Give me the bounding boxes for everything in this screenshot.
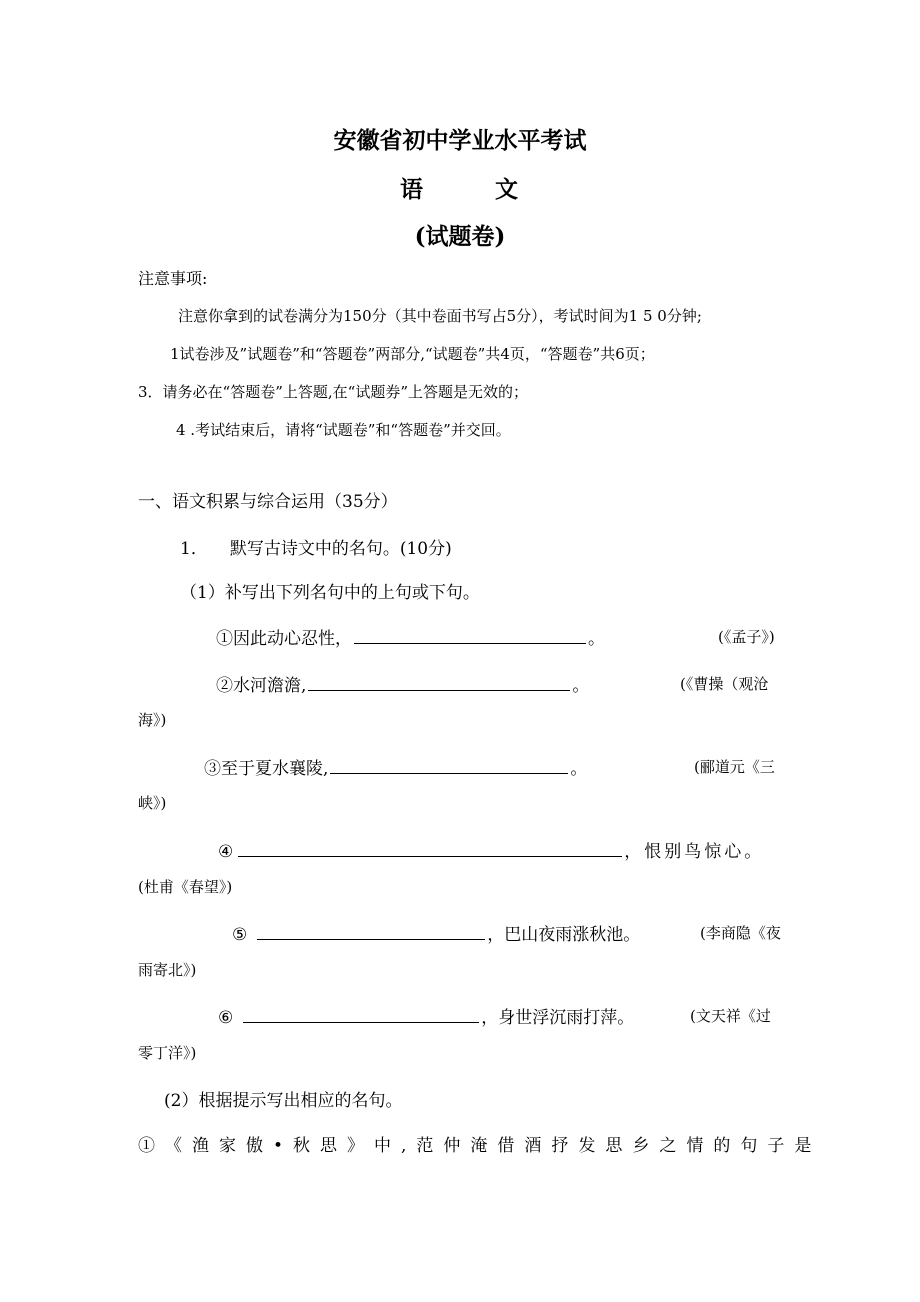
- line-source-6-wrap: 零丁洋》): [138, 1044, 197, 1062]
- line-source-6: (文天祥《过: [690, 1007, 771, 1025]
- line-prefix: ⑥: [218, 1008, 234, 1028]
- fill-line-2: [216, 671, 589, 696]
- fill-line-6: [218, 1003, 634, 1028]
- line-source-4-wrap: (杜甫《春望》): [138, 878, 233, 896]
- line-suffix: 。: [570, 759, 588, 779]
- question-text: 默写古诗文中的名句。(10分): [229, 539, 452, 559]
- line-source-2: (《曹操（观沧: [680, 675, 769, 693]
- line-suffix: 。: [588, 629, 605, 649]
- answer-blank-5[interactable]: [257, 922, 485, 940]
- part-2-instruction: (2）根据提示写出相应的名句。: [164, 1091, 403, 1111]
- part-1-instruction: （1）补写出下列名句中的上句或下句。: [180, 583, 480, 603]
- line-source-3-wrap: 峡》): [138, 794, 167, 812]
- line-source-5: (李商隐《夜: [700, 924, 781, 942]
- line-prefix: ④: [218, 842, 237, 862]
- line-prefix: ②水河澹澹,: [216, 676, 307, 696]
- line-source-3: (郦道元《三: [694, 758, 775, 776]
- line-source-2-wrap: 海》): [138, 711, 167, 729]
- notice-item-3: 3．请务必在“答题卷”上答题,在“试题券”上答题是无效的；: [138, 383, 528, 401]
- fill-line-3: [204, 754, 587, 779]
- notice-item-2: 1试卷涉及”试题卷”和“答题卷”两部分,“试题卷”共4页，“答题卷”共6页；: [170, 345, 655, 363]
- notice-item-4: 4 .考试结束后，请将“试题卷”和“答题卷”并交回。: [176, 421, 511, 439]
- question-number: 1．: [180, 539, 208, 559]
- part-2-item-1: ①《渔家傲•秋思》中,范仲淹借酒抒发思乡之情的句子是: [138, 1136, 822, 1156]
- line-source-5-wrap: 雨寄北》): [138, 961, 197, 979]
- exam-title: 安徽省初中学业水平考试: [333, 127, 587, 154]
- fill-line-5: [232, 920, 640, 945]
- answer-blank-2[interactable]: [308, 673, 570, 691]
- notice-item-1: 注意你拿到的试卷满分为150分（其中卷面书写占5分），考试时间为1 5 0分钟;: [178, 307, 702, 325]
- line-suffix: 。: [572, 676, 590, 696]
- paper-type: (试题卷): [414, 223, 506, 250]
- answer-blank-3[interactable]: [330, 756, 568, 774]
- subject-char-b: 文: [495, 176, 520, 203]
- line-prefix: ③至于夏水襄陵,: [204, 759, 329, 779]
- line-source-1: (《孟子》): [718, 628, 775, 646]
- answer-blank-6[interactable]: [243, 1005, 479, 1023]
- section-title: 一、语文积累与综合运用（35分）: [138, 492, 398, 512]
- answer-blank-4[interactable]: [238, 839, 622, 857]
- subject-title: [0, 171, 920, 204]
- question-1: [180, 534, 452, 559]
- answer-blank-1[interactable]: [354, 626, 586, 644]
- line-prefix: ⑤: [232, 925, 248, 945]
- line-suffix: ，恨别鸟惊心。: [624, 842, 765, 862]
- line-prefix: ①因此动心忍性，: [216, 629, 352, 649]
- fill-line-4: [218, 837, 764, 862]
- notice-heading: 注意事项:: [138, 269, 208, 288]
- fill-line-1: [216, 624, 605, 649]
- line-suffix: ，巴山夜雨涨秋池。: [487, 925, 641, 945]
- line-suffix: ，身世浮沉雨打萍。: [481, 1008, 635, 1028]
- subject-char-a: 语: [400, 176, 425, 203]
